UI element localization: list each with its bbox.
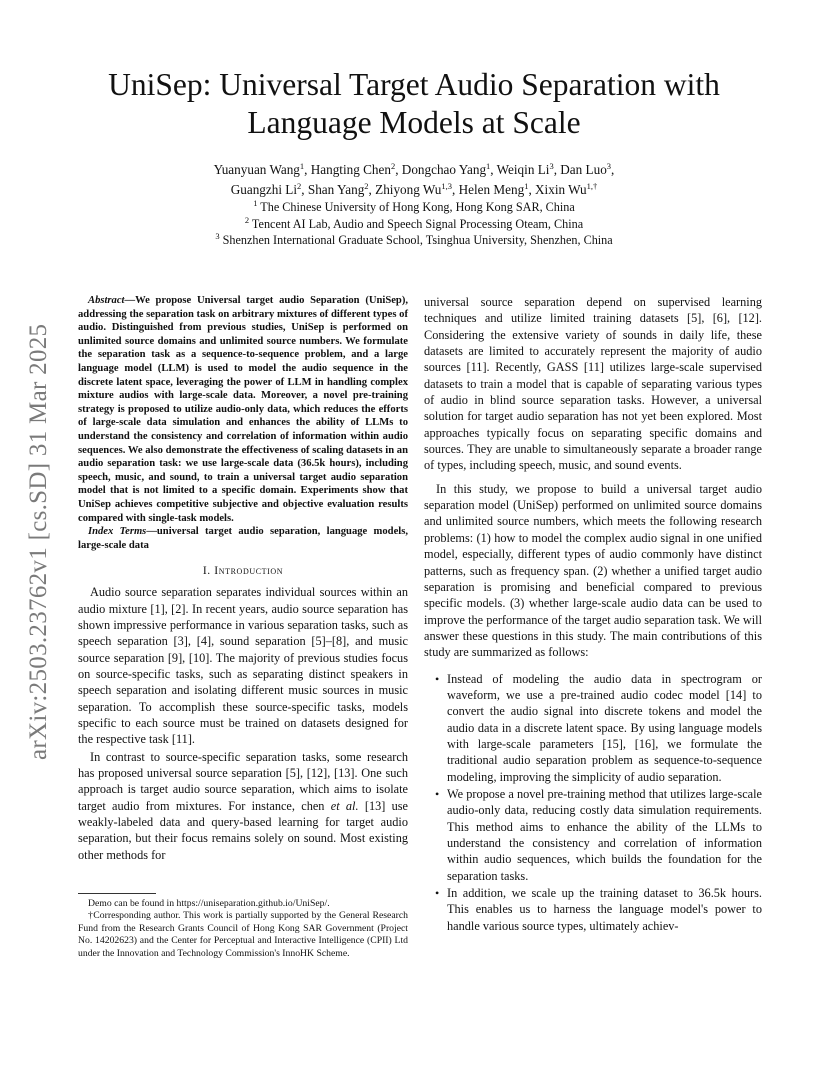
arxiv-identifier[interactable]: arXiv:2503.23762v1 [cs.SD] 31 Mar 2025 [25, 323, 52, 760]
footnote-corresponding-author: †Corresponding author. This work is partially supported by the General Research Fund from the Research Grants Council of Hong Kong SAR Government (Project No. 14202623) and the Center for Perceptual and Interactive Intelligence (CPII) Ltd under the Innovation and Technology Commission's InnoHK Scheme. [78, 910, 408, 959]
title-line-1: UniSep: Universal Target Audio Separation with [108, 67, 720, 102]
affiliation-text: The Chinese University of Hong Kong, Hong Kong SAR, China [257, 200, 575, 214]
author-line-1 [90, 160, 738, 180]
author-name: , Dongchao Yang [395, 162, 487, 177]
author-line-2 [90, 180, 738, 200]
affiliation-sup: 2 [244, 214, 250, 225]
affiliation-3 [90, 232, 738, 249]
author-name: Guangzhi Li [230, 182, 298, 197]
index-terms-dash: — [146, 526, 157, 538]
intro-paragraph-1: Audio source separation separates individual sources within an audio mixture [1], [2]. In recent years, audio source separation has shown impressive performance in various separation tasks, such as speech separation [3], [4], sound separation [5]–[8], and music source separation [9], [10]. The majority of previous studies focus on source-specific tasks, such as separating distinct speakers in speech separation and isolating different music sources in music separation. To accomplish these source-specific tasks, models specific to each source must be trained on datasets designed for the respective task [11]. [78, 585, 408, 747]
author-affil-sup: 2 [364, 181, 369, 191]
author-name: Yuanyuan Wang [213, 162, 300, 177]
author-name: , Helen Meng [452, 182, 525, 197]
intro-paragraph-2 [78, 749, 408, 863]
affiliation-text: Shenzhen International Graduate School, Tsinghua University, Shenzhen, China [219, 233, 613, 248]
bullet-icon: • [435, 671, 440, 686]
intro-paragraph-continued: universal source separation depend on supervised learning techniques and utilize limited training datasets [5], [6], [12]. Considering the extensive variety of sounds in daily life, these datasets are limited to accurately represent the majority of audio sources [11]. Recently, GASS [11] utilizes large-scale supervised datasets to train a model that is capable of separating various types of audio in blind source separation tasks. However, a universal solution for target audio separation has not yet been explored. Most approaches typically focus on separating specific domains and sources. They are unable to simultaneously separate a broader range of types, including speech, music, and sound events. [424, 295, 762, 473]
author-list [90, 160, 738, 200]
abstract-dash: — [124, 295, 136, 306]
index-terms [78, 525, 408, 552]
author-sep: , [611, 162, 615, 177]
list-item [424, 885, 762, 934]
list-item-text: We propose a novel pre-training method that utilizes large-scale audio-only data, reducing costly data simulation requirements. This method aims to enhance the ability of the LLMs to understand the consistency and correlation of information within audio sequences, which builds the foundation for the separation tasks. [447, 786, 762, 883]
list-item [424, 671, 762, 785]
abstract [78, 294, 408, 552]
bullet-icon: • [435, 886, 440, 901]
footnotes [78, 898, 408, 960]
author-name: , Zhiyong Wu [368, 182, 442, 197]
author-affil-sup: 1 [524, 181, 529, 191]
author-affil-sup: 3 [549, 161, 554, 171]
list-item-text: Instead of modeling the audio data in spectrogram or waveform, we use a pre-trained audio codec model [14] to convert the audio signal into discrete tokens and model the audio data in a discrete latent space. By using language models with large-scale parameters [15], [16], we formulate the traditional audio separation problem as sequence-to-sequence modeling, improving the simplicity of audio separation. [447, 671, 762, 784]
author-affil-sup: 1,† [586, 181, 598, 191]
contributions-list [424, 671, 762, 935]
right-column [424, 294, 762, 935]
bullet-icon: • [435, 786, 440, 801]
abstract-paragraph [78, 294, 408, 525]
section-heading-introduction: I. Introduction [202, 564, 284, 578]
footnote-demo[interactable]: Demo can be found in https://uniseparation.github.io/UniSep/. [88, 898, 330, 909]
affiliation-sup: 1 [253, 198, 258, 208]
author-name: , Hangting Chen [304, 162, 391, 177]
author-affil-sup: 2 [390, 161, 396, 171]
left-column [78, 294, 408, 863]
paragraph-text: [13] use weakly-labeled data and query-based learning for target audio separation, but their focus remains solely on sound. Most existing other methods for [78, 798, 409, 862]
paragraph-text: In contrast to source-specific separation tasks, some research has proposed universal source separation [5], [12], [13]. One such approach is target audio source separation, which aims to isolate target audio from mixtures. For instance, chen [78, 749, 408, 813]
author-name: , Weiqin Li [490, 162, 550, 177]
affiliation-text: Tencent AI Lab, Audio and Speech Signal Processing Oteam, China [249, 216, 584, 231]
intro-paragraph-3: In this study, we propose to build a universal target audio separation model (UniSep) performed on unlimited source domains and unlimited source numbers, which meets the following research problems: (1) how to model the complex audio signal in one unified model, especially, different types of audio commonly have distinct patterns, such as frequency span. (2) whether a unified target audio separation is promising and beneficial compared to previous specific models. (3) whether large-scale audio data can be used to improve the performance of the target audio separation task. We will answer these questions in this study. The main contributions of this study are summarized as follows: [424, 481, 762, 660]
author-affil-sup: 2 [297, 181, 302, 191]
abstract-text: We propose Universal target audio Separation (UniSep), addressing the separation task on arbitrary mixtures of different types of audio. Distinguished from previous studies, UniSep is performed on unlimited source domains and unlimited source numbers. We formulate the separation task as a sequence-to-sequence problem, and a large language model (LLM) is used to model the audio sequence in the discrete latent space, leveraging the power of LLM in handling complex mixture audios with large-scale data. Moreover, a novel pre-training strategy is proposed to utilize audio-only data, which reduces the efforts of large-scale data simulation and enhances the ability of LLMs to understand the consistency and correlation of information within audio sequences. We also demonstrate the effectiveness of scaling datasets in an audio separation task: we use large-scale data (36.5k hours), including speech, music, and sound, to train a universal target audio separation model that is not limited to a specific domain. Experiments show that UniSep achieves competitive subjective and objective evaluation results compared with single-task models. [78, 295, 408, 524]
affiliation-sup: 3 [215, 231, 220, 242]
affiliation-1 [90, 199, 738, 216]
abstract-label: Abstract [88, 295, 125, 306]
author-affil-sup: 1,3 [441, 181, 453, 191]
index-terms-text: universal target audio separation, language models, large-scale data [78, 526, 408, 551]
footnote-divider [78, 893, 156, 894]
title-line-2: Language Models at Scale [247, 105, 581, 140]
list-item [424, 786, 762, 884]
paper-title [60, 66, 768, 142]
paragraph-italic: et al. [330, 798, 359, 813]
author-name: , Xixin Wu [528, 182, 587, 197]
author-affil-sup: 1 [486, 161, 491, 171]
affiliation-list [90, 199, 738, 249]
index-terms-label: Index Terms [88, 526, 147, 538]
author-name: , Shan Yang [301, 182, 365, 197]
affiliation-2 [90, 216, 738, 233]
author-affil-sup: 3 [606, 161, 612, 171]
list-item-text: In addition, we scale up the training dataset to 36.5k hours. This enables us to harness the language model's power to handle various source types, ultimately achiev- [447, 886, 762, 933]
author-name: , Dan Luo [553, 162, 607, 177]
author-affil-sup: 1 [299, 161, 305, 171]
